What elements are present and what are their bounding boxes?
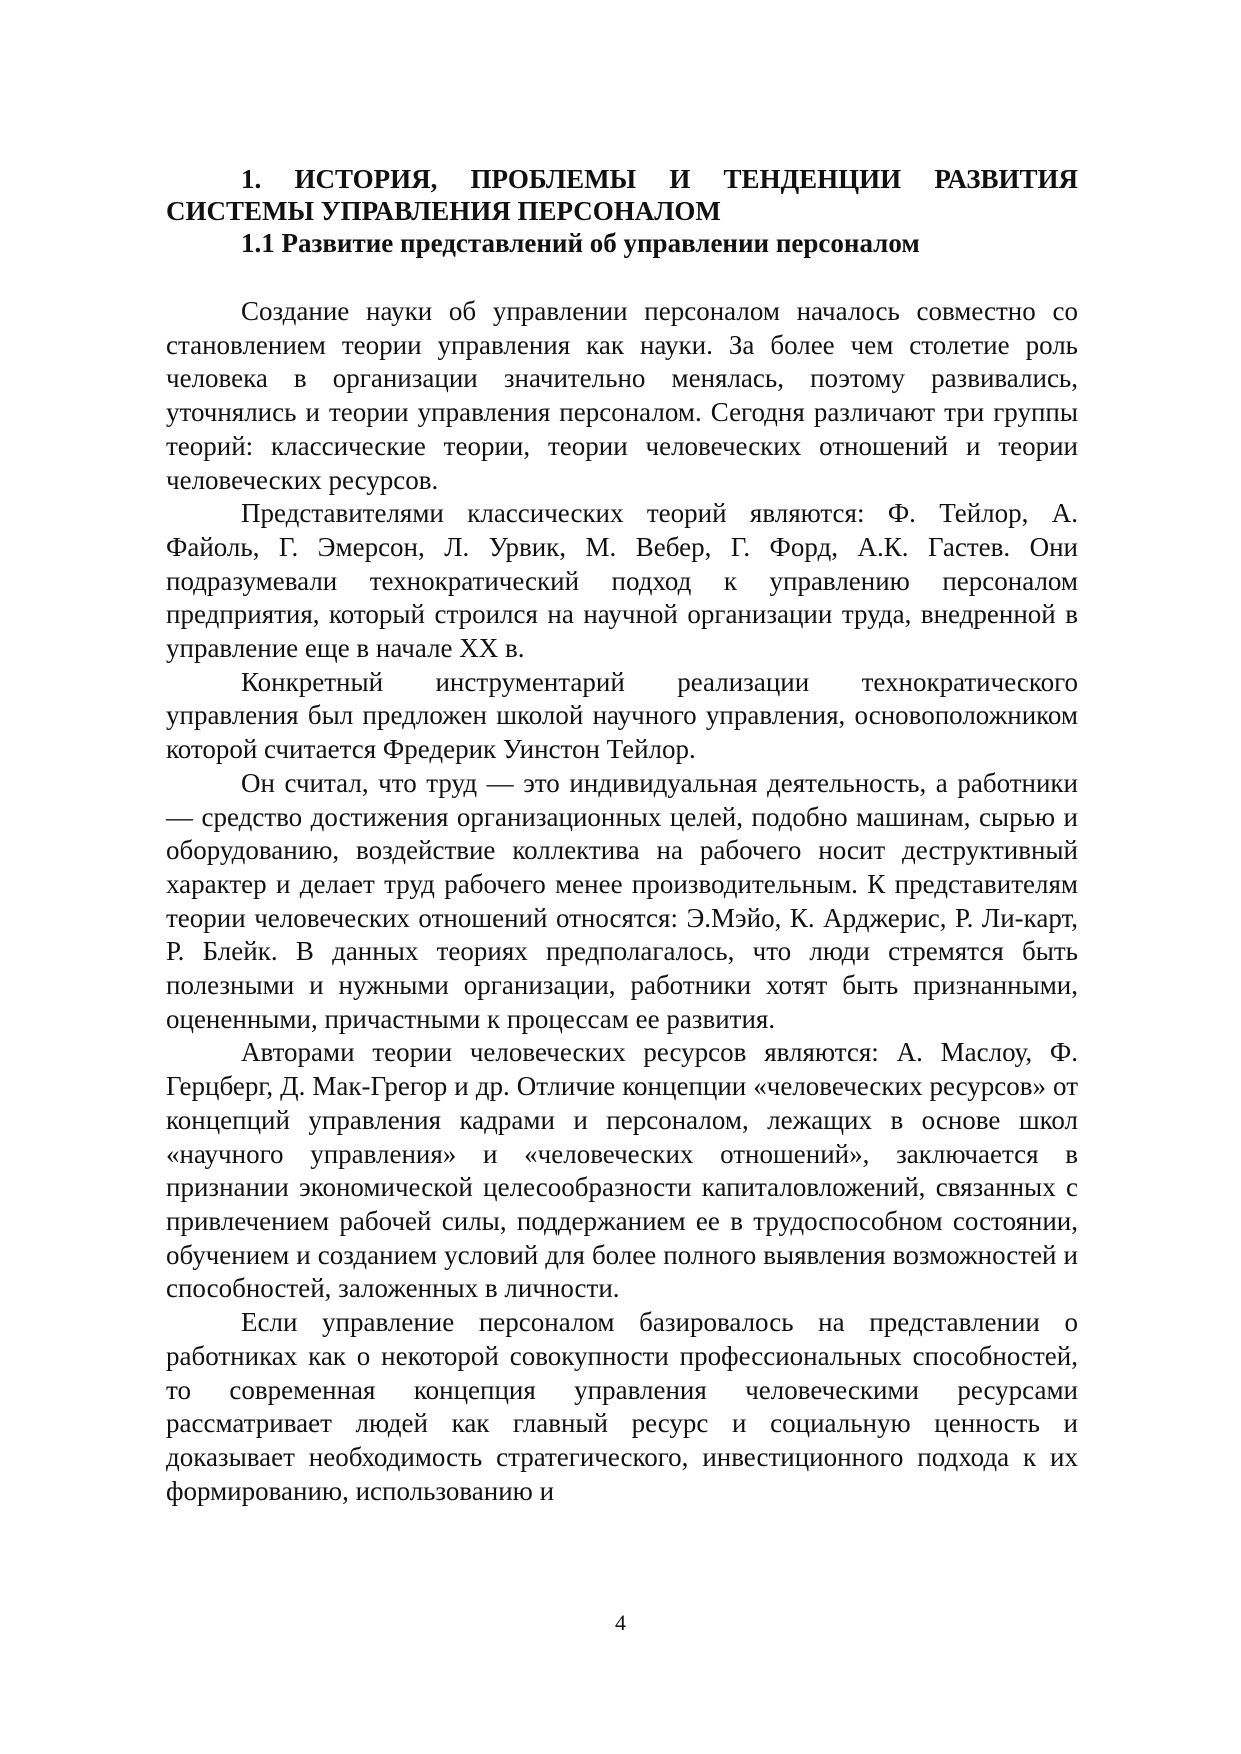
paragraph: Создание науки об управлении персоналом началось совместно со становлением теории управления как науки. За более чем столетие роль человека в организации значительно менялась, поэтому развивались, уточнялись и теории управления персоналом. Сегодня различают три группы теорий: классические теории, теории человеческих отношений и теории человеческих ресурсов. xyxy=(166,296,1078,495)
paragraph: Конкретный инструментарий реализации технократического управления был предложен школой научного управления, основоположником которой считается Фредерик Уинстон Тейлор. xyxy=(166,666,1078,765)
document-page xyxy=(166,163,1078,1508)
paragraph: Авторами теории человеческих ресурсов являются: А. Маслоу, Ф. Герцберг, Д. Мак-Грегор и др. Отличие концепции «человеческих ресурсов» от концепций управления кадрами и персоналом, лежащих в основе школ «научного управления» и «человеческих отношений», заключается в признании экономической целесообразности капиталовложений, связанных с привлечением рабочей силы, поддержанием ее в трудоспособном состоянии, обучением и созданием условий для более полного выявления возможностей и способностей, заложенных в личности. xyxy=(166,1037,1078,1304)
section-title: 1.1 Развитие представлений об управлении персоналом xyxy=(241,228,920,258)
paragraph: Если управление персоналом базировалось на представлении о работниках как о некоторой совокупности профессиональных способностей, то современная концепция управления человеческими ресурсами рассматривает людей как главный ресурс и социальную ценность и доказывает необходимость стратегического, инвестиционного подхода к их формированию, использованию и xyxy=(166,1307,1078,1506)
chapter-title: 1. ИСТОРИЯ, ПРОБЛЕМЫ И ТЕНДЕНЦИИ РАЗВИТИЯ СИСТЕМЫ УПРАВЛЕНИЯ ПЕРСОНАЛОМ xyxy=(166,164,1078,226)
page-number: 4 xyxy=(615,1610,626,1635)
paragraph: Он считал, что труд — это индивидуальная деятельность, а работники — средство достижения организационных целей, подобно машинам, сырью и оборудованию, воздействие коллектива на рабочего носит деструктивный характер и делает труд рабочего менее производительным. К представителям теории человеческих отношений относятся: Э.Мэйо, К. Арджерис, Р. Ли-карт, Р. Блейк. В данных теориях предполагалось, что люди стремятся быть полезными и нужными организации, работники хотят быть признанными, оцененными, причастными к процессам ее развития. xyxy=(166,767,1078,1034)
paragraph: Представителями классических теорий являются: Ф. Тейлор, А. Файоль, Г. Эмерсон, Л. Урвик, М. Вебер, Г. Форд, А.К. Гастев. Они подразумевали технократический подход к управлению персоналом предприятия, который строился на научной организации труда, внедренной в управление еще в начале XX в. xyxy=(166,498,1078,664)
